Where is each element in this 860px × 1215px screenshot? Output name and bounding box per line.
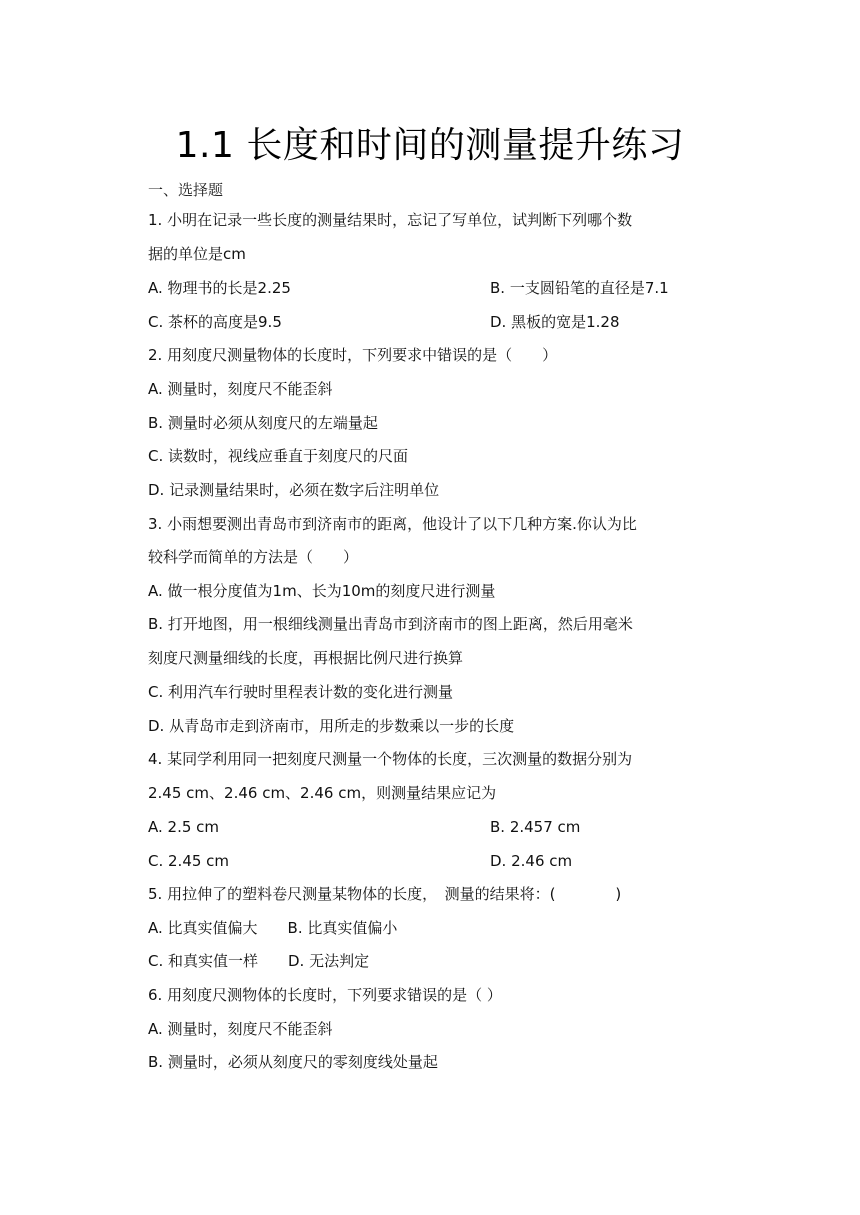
- q1-option-b: B. 一支圆铅笔的直径是7.1: [490, 279, 669, 297]
- q4-option-d: D. 2.46 cm: [490, 852, 573, 870]
- q3-option-a: A. 做一根分度值为1m、长为10m的刻度尺进行测量: [148, 582, 496, 600]
- q6-option-b: B. 测量时，必须从刻度尺的零刻度线处量起: [148, 1053, 438, 1071]
- q4-stem-line-1: 4. 某同学利用同一把刻度尺测量一个物体的长度，三次测量的数据分别为: [148, 750, 633, 768]
- q4-option-c: C. 2.45 cm: [148, 852, 230, 870]
- section-heading: 一、选择题: [148, 181, 224, 199]
- q1-option-c: C. 茶杯的高度是9.5: [148, 313, 282, 331]
- q6-option-a: A. 测量时，刻度尺不能歪斜: [148, 1020, 333, 1038]
- q1-option-d: D. 黑板的宽是1.28: [490, 313, 620, 331]
- q3-stem-line-1: 3. 小雨想要测出青岛市到济南市的距离，他设计了以下几种方案.你认为比: [148, 515, 637, 533]
- q4-stem-line-2: 2.45 cm、2.46 cm、2.46 cm，则测量结果应记为: [148, 784, 497, 802]
- q1-option-a: A. 物理书的长是2.25: [148, 279, 291, 297]
- q1-stem-line-1: 1. 小明在记录一些长度的测量结果时，忘记了写单位，试判断下列哪个数: [148, 211, 633, 229]
- q1-stem-line-2: 据的单位是cm: [148, 245, 246, 263]
- q3-option-c: C. 利用汽车行驶时里程表计数的变化进行测量: [148, 683, 454, 701]
- q4-option-a: A. 2.5 cm: [148, 818, 220, 836]
- page-title: 1.1 长度和时间的测量提升练习: [175, 125, 685, 166]
- q5-options-cd: C. 和真实值一样 D. 无法判定: [148, 952, 370, 970]
- q3-option-d: D. 从青岛市走到济南市，用所走的步数乘以一步的长度: [148, 717, 515, 735]
- q2-option-a: A. 测量时，刻度尺不能歪斜: [148, 380, 333, 398]
- q5-stem: 5. 用拉伸了的塑料卷尺测量某物体的长度， 测量的结果将：( ): [148, 885, 622, 903]
- q6-stem: 6. 用刻度尺测物体的长度时，下列要求错误的是（ ）: [148, 986, 502, 1004]
- q2-option-c: C. 读数时，视线应垂直于刻度尺的尺面: [148, 447, 409, 465]
- q2-stem: 2. 用刻度尺测量物体的长度时，下列要求中错误的是（ ）: [148, 346, 558, 364]
- q5-options-ab: A. 比真实值偏大 B. 比真实值偏小: [148, 919, 398, 937]
- q3-option-b-line-2: 刻度尺测量细线的长度，再根据比例尺进行换算: [148, 649, 464, 667]
- q4-option-b: B. 2.457 cm: [490, 818, 581, 836]
- q3-stem-line-2: 较科学而简单的方法是（ ）: [148, 548, 359, 566]
- q2-option-b: B. 测量时必须从刻度尺的左端量起: [148, 414, 378, 432]
- q3-option-b-line-1: B. 打开地图，用一根细线测量出青岛市到济南市的图上距离，然后用毫米: [148, 615, 633, 633]
- q2-option-d: D. 记录测量结果时，必须在数字后注明单位: [148, 481, 440, 499]
